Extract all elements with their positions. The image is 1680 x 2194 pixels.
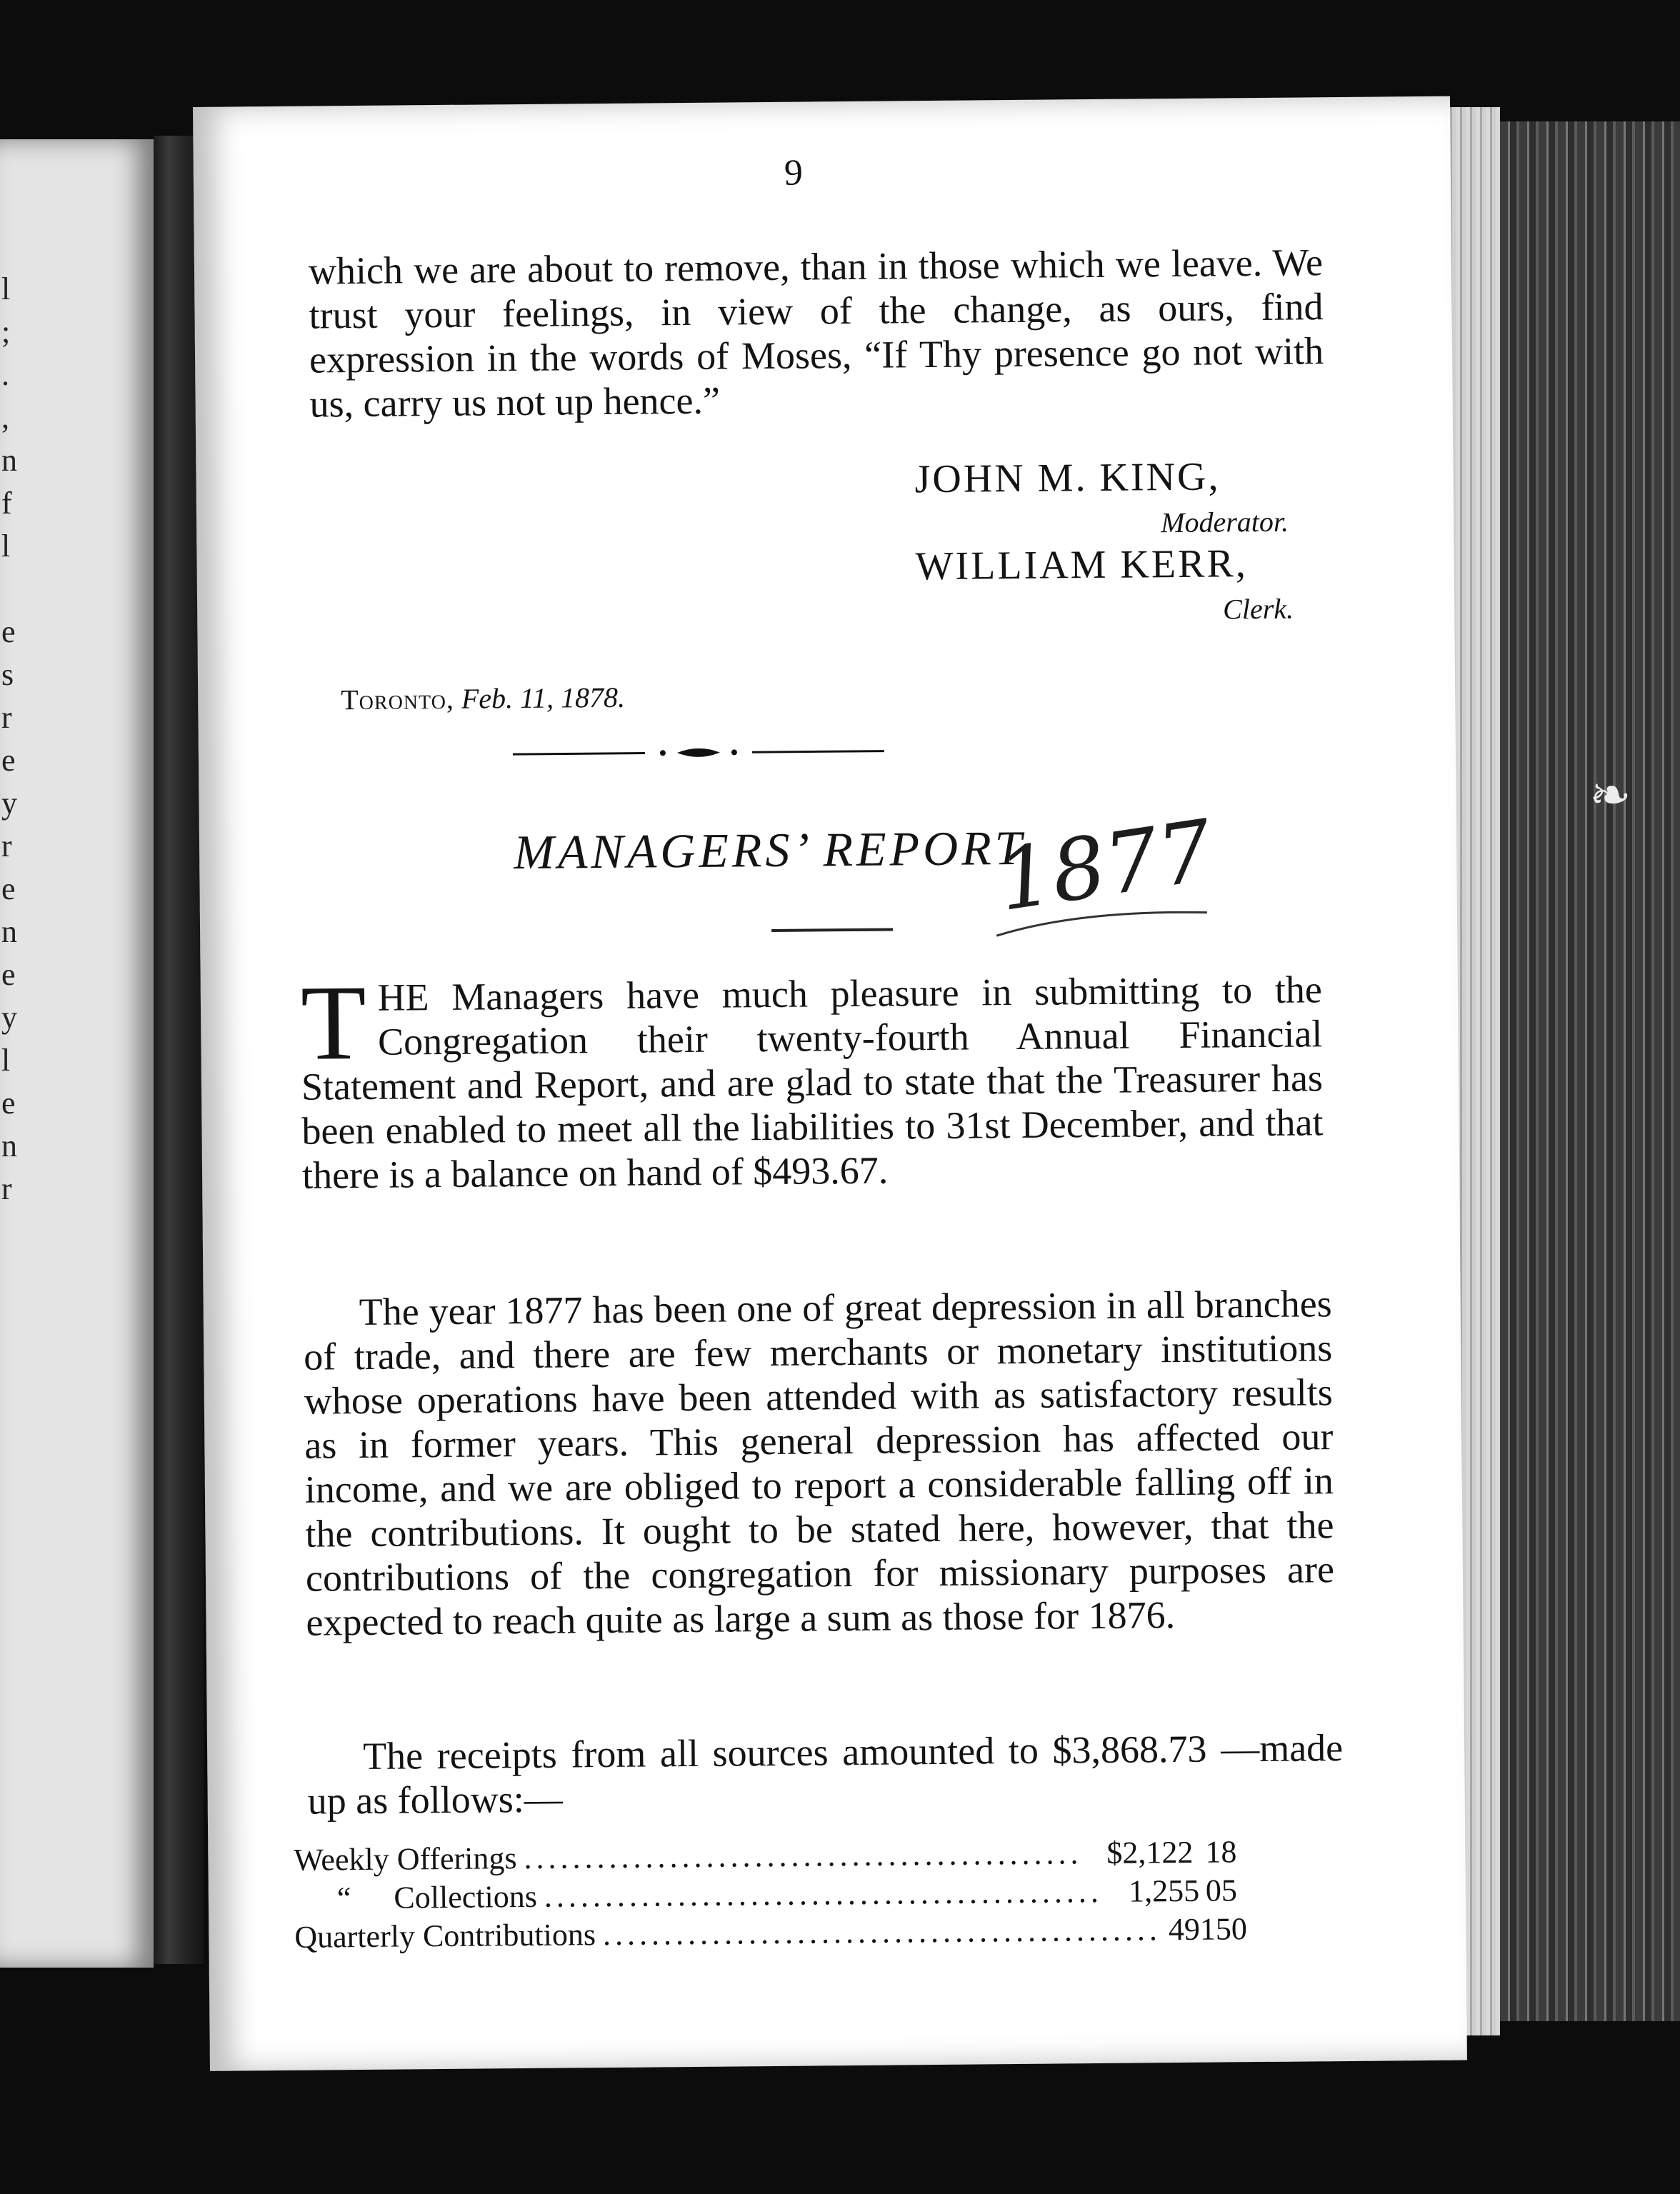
film-scratch: ❧ (1589, 768, 1631, 823)
left-page-edge-letter: r (1, 1171, 12, 1206)
report-paragraph-3: The receipts from all sources amounted to $3,868.73 —made up as follows:— (307, 1726, 1344, 1823)
left-page-edge-letter: l (1, 271, 11, 306)
left-page-edge-letter: e (1, 957, 16, 992)
ledger-cents: 18 (1205, 1834, 1237, 1870)
ledger-row (294, 1910, 1248, 1958)
dateline-date: Feb. 11, 1878. (461, 681, 626, 715)
handwritten-year: 1877 (991, 801, 1219, 931)
left-page-edge-letter: l (1, 1043, 11, 1078)
report-paragraph-1-text: HE Managers have much pleasure in submitting to the Congregation their twenty-fourth Annual Financial Statement and Report, and are glad to state that the Treasurer has been enabled to meet all the liabilities to 31st December, and that there is a balance on hand of $493.67. (301, 968, 1324, 1197)
ledger-leader-dots: .............................................. (524, 1835, 1083, 1876)
left-page-edge-letter: n (1, 443, 17, 478)
text-block-pages (1500, 121, 1680, 2021)
left-page-edge-letter: f (1, 486, 12, 521)
signature-name-moderator: JOHN M. KING, (914, 454, 1221, 502)
handwritten-annotation (991, 801, 1222, 943)
ledger-cents: 50 (1215, 1911, 1248, 1947)
ledger-dollars: 1,255 (1128, 1873, 1200, 1909)
signature-title-clerk: Clerk. (1222, 592, 1294, 626)
ledger-cents: 05 (1205, 1873, 1238, 1908)
ledger-label (294, 1878, 537, 1917)
dateline-place: Toronto, (341, 682, 455, 716)
left-page-edge-letter: y (1, 1000, 17, 1035)
drop-cap-letter: T (300, 963, 367, 1083)
signature-name-clerk: WILLIAM KERR, (915, 541, 1249, 589)
title-underline-rule (771, 928, 893, 931)
ledger-leader-dots: .............................................. (544, 1873, 1104, 1914)
ledger-label-text: Collections (394, 1878, 538, 1915)
ledger-dollars: $2,122 (1106, 1834, 1194, 1870)
left-page-fragment (0, 139, 154, 1968)
left-page-edge-letter: e (1, 743, 16, 778)
left-page-edge-letter: , (1, 400, 9, 435)
left-page-edge-letters (1, 268, 30, 1211)
left-page-edge-letter: r (1, 828, 12, 863)
report-paragraph-1 (300, 963, 1324, 1197)
left-page-edge-letter (1, 568, 30, 611)
dateline (341, 681, 625, 716)
printed-page (193, 96, 1467, 2071)
left-page-edge-letter: r (1, 700, 12, 735)
signature-title-moderator: Moderator. (1160, 505, 1289, 539)
left-page-edge-letter: e (1, 871, 16, 906)
ledger-dollars: 491 (1168, 1911, 1216, 1948)
left-page-edge-letter: e (1, 614, 16, 649)
ledger-label: Weekly Offerings (294, 1840, 517, 1878)
left-page-edge-letter: l (1, 529, 11, 563)
left-page-edge-letter: s (1, 657, 14, 692)
section-title: MANAGERS’ REPORT. (513, 820, 1038, 880)
ledger-leader-dots: .............................................. (602, 1912, 1162, 1953)
left-page-edge-letter: n (1, 914, 17, 949)
intro-paragraph: which we are about to remove, than in those which we leave. We trust your feelings, in view of the change, as ours, find expression in the words of Moses, “If Thy presence go not with us, carry us not up hence.” (308, 241, 1324, 426)
left-page-edge-letter: e (1, 1086, 16, 1121)
ledger-label: Quarterly Contributions (294, 1917, 596, 1955)
page-number: 9 (784, 152, 804, 194)
left-page-edge-letter: n (1, 1128, 17, 1163)
left-page-edge-letter: ; (1, 314, 11, 349)
receipts-ledger (294, 1833, 1248, 1958)
ditto-mark: “ (336, 1880, 351, 1916)
left-page-edge-letter: . (1, 357, 9, 392)
ornamental-divider (513, 737, 884, 769)
report-paragraph-2: The year 1877 has been one of great depression in all branches of trade, and there are few merchants or monetary institutions whose operations have been attended with as satisfactory results as in former years. This general depression has affected our income, and we are obliged to report a considerable falling off in the contributions. It ought to be stated here, however, that the contributions of the congregation for missionary purposes are expected to reach quite as large a sum as those for 1876. (304, 1282, 1335, 1644)
left-page-edge-letter: y (1, 786, 17, 821)
